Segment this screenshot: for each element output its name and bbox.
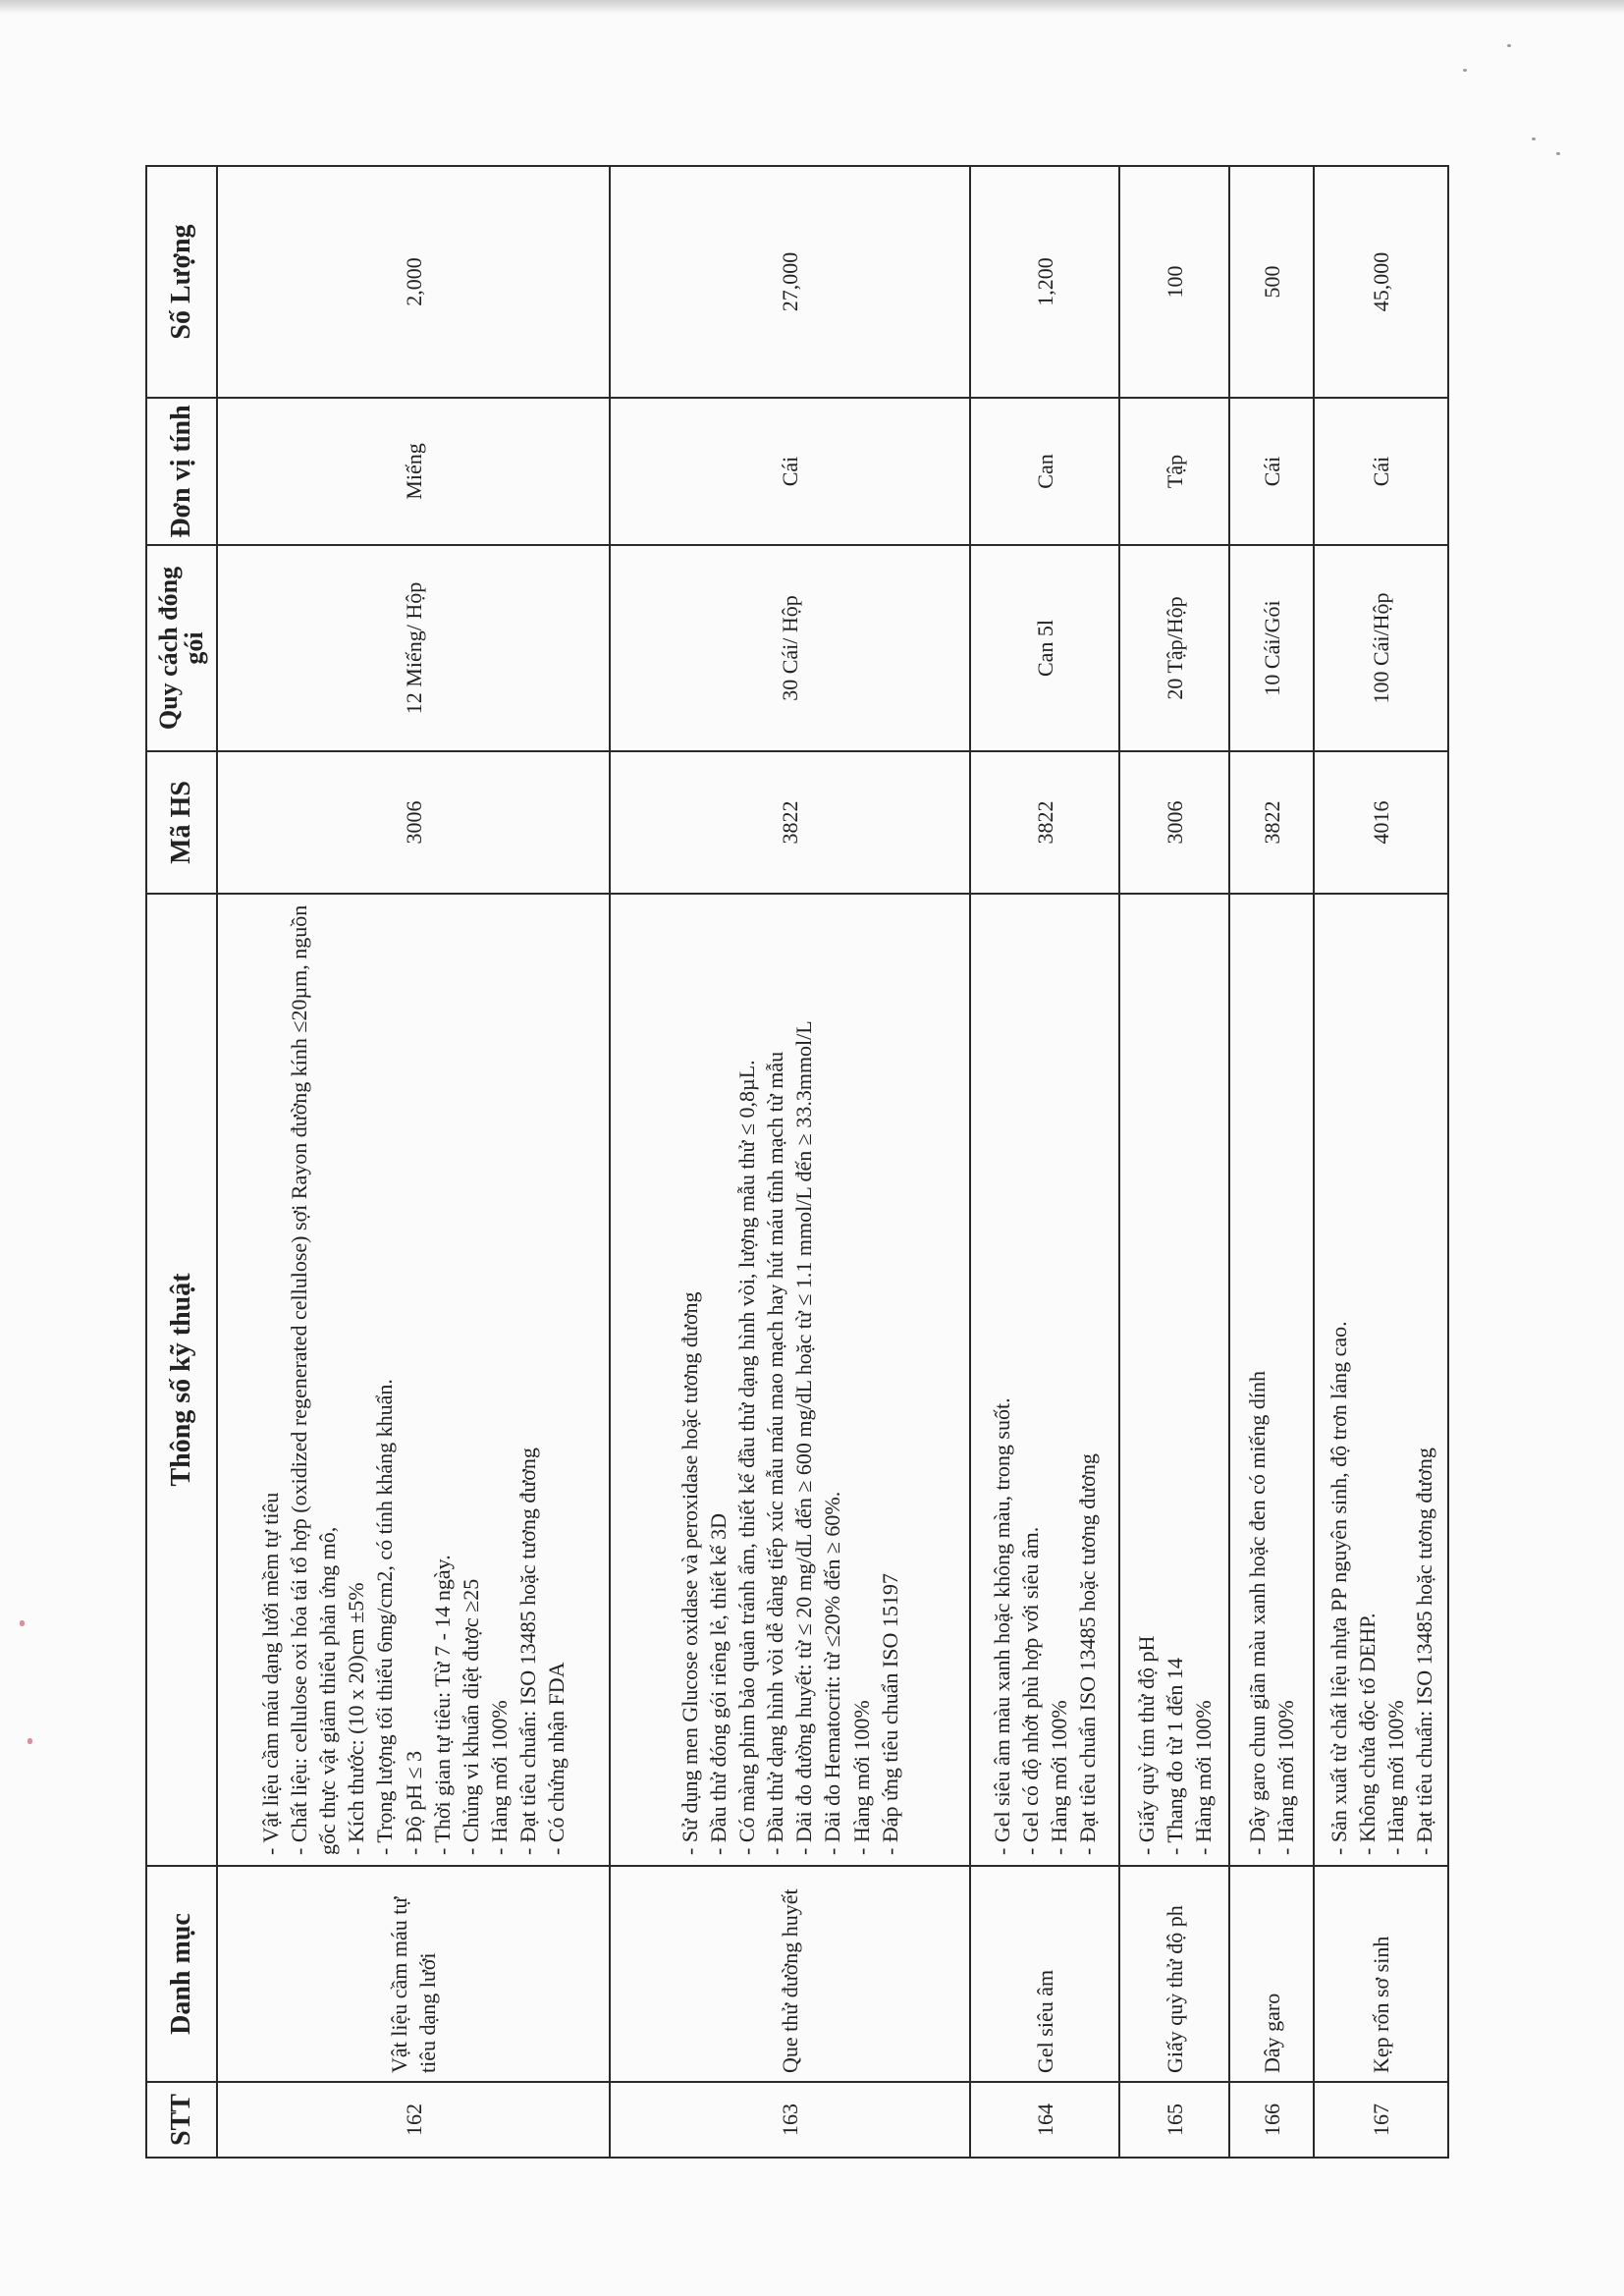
scan-top-shadow bbox=[0, 0, 1624, 14]
cell-stt: 167 bbox=[1314, 2082, 1448, 2158]
spec-line: - Chất liệu: cellulose oxi hóa tái tổ hợp (oxidized regenerated cellulose) sợi Rayon đường kính ≤20µm, nguồn gốc thực vật giảm thiểu phản ứng mô, bbox=[287, 904, 341, 1855]
spec-line: - Gel siêu âm màu xanh hoặc không màu, trong suốt. bbox=[990, 1397, 1014, 1855]
cell-name: Dây garo bbox=[1229, 1866, 1314, 2082]
table-row bbox=[1229, 166, 1314, 2158]
header-thong-so: Thông số kỹ thuật bbox=[146, 894, 217, 1866]
spec-line: - Dải đo Hematocrit: từ ≤20% đến ≥ 60%. bbox=[820, 1491, 845, 1855]
spec-line: - Đạt tiêu chuẩn ISO 13485 hoặc tương đương bbox=[1075, 1453, 1101, 1855]
cell-name: Gel siêu âm bbox=[970, 1866, 1119, 2082]
cell-name: Que thử đường huyết bbox=[610, 1866, 970, 2082]
header-row bbox=[146, 166, 217, 2158]
cell-qty: 2,000 bbox=[217, 166, 610, 398]
cell-unit: Miếng bbox=[217, 398, 610, 545]
table-row bbox=[1119, 166, 1229, 2158]
spec-line: - Có màng phim bảo quản tránh ẩm, thiết kế đầu thử dạng hình vòi, lượng mẫu thử ≤ 0,8µL. bbox=[734, 1060, 760, 1855]
spec-line: - Độ pH ≤ 3 bbox=[401, 1750, 426, 1855]
cell-stt: 163 bbox=[610, 2082, 970, 2158]
cell-hs: 3822 bbox=[610, 751, 970, 894]
scan-mark bbox=[27, 1738, 32, 1744]
header-ma-hs: Mã HS bbox=[146, 751, 217, 894]
cell-qty: 27,000 bbox=[610, 166, 970, 398]
table-row bbox=[1314, 166, 1448, 2158]
spec-line: - Dải đo đường huyết: từ ≤ 20 mg/dL đến ≥ 600 mg/dL hoặc từ ≤ 1.1 mmol/L đến ≥ 33.3mmol/L bbox=[791, 1020, 817, 1855]
cell-stt: 166 bbox=[1229, 2082, 1314, 2158]
spec-line: - Trọng lượng tối thiểu 6mg/cm2, có tính kháng khuẩn. bbox=[372, 1379, 398, 1855]
table-row bbox=[610, 166, 970, 2158]
cell-name: Kẹp rốn sơ sinh bbox=[1314, 1866, 1448, 2082]
cell-stt: 162 bbox=[217, 2082, 610, 2158]
cell-pack: 30 Cái/ Hộp bbox=[610, 545, 970, 751]
cell-specs bbox=[217, 894, 610, 1866]
cell-specs bbox=[1119, 894, 1229, 1866]
rotated-page-content bbox=[145, 167, 1449, 2159]
cell-pack: 10 Cái/Gói bbox=[1229, 545, 1314, 751]
spec-line: - Sản xuất từ chất liệu nhựa PP nguyên sinh, độ trơn láng cao. bbox=[1326, 1321, 1351, 1855]
cell-name: Giấy quỳ thử độ ph bbox=[1119, 1866, 1229, 2082]
cell-pack: 100 Cái/Hộp bbox=[1314, 545, 1448, 751]
header-quy-cach: Quy cách đóng gói bbox=[146, 545, 217, 751]
header-stt: STT bbox=[146, 2082, 217, 2158]
spec-line: - Gel có độ nhớt phù hợp với siêu âm. bbox=[1018, 1526, 1044, 1855]
cell-hs: 4016 bbox=[1314, 751, 1448, 894]
spec-line: - Dây garo chun giãn màu xanh hoặc đen có miếng dính bbox=[1245, 1370, 1271, 1855]
cell-specs bbox=[970, 894, 1119, 1866]
cell-pack: Can 5l bbox=[970, 545, 1119, 751]
spec-line: - Vật liệu cầm máu dạng lưới mềm tự tiêu bbox=[258, 1492, 284, 1855]
spec-line: - Hàng mới 100% bbox=[486, 1700, 512, 1855]
table-row bbox=[970, 166, 1119, 2158]
spec-line: - Thang đo từ 1 đến 14 bbox=[1162, 1658, 1187, 1855]
spec-line: - Hàng mới 100% bbox=[1382, 1700, 1408, 1855]
spec-line: - Giấy quỳ tím thử độ pH bbox=[1133, 1635, 1159, 1855]
cell-hs: 3006 bbox=[217, 751, 610, 894]
cell-unit: Cái bbox=[1229, 398, 1314, 545]
scan-speck bbox=[1507, 44, 1511, 47]
spec-line: - Đáp ứng tiêu chuẩn ISO 15197 bbox=[877, 1573, 902, 1855]
spec-line: - Đầu thử dạng hình vòi dễ dàng tiếp xúc mẫu máu mao mạch hay hút máu tĩnh mạch từ mẫu bbox=[763, 1051, 788, 1855]
cell-qty: 1,200 bbox=[970, 166, 1119, 398]
header-danh-muc: Danh mục bbox=[146, 1866, 217, 2082]
spec-line: - Hàng mới 100% bbox=[848, 1700, 874, 1855]
spec-line: - Có chứng nhận FDA bbox=[543, 1662, 568, 1855]
scan-mark bbox=[20, 1620, 25, 1626]
table-row bbox=[217, 166, 610, 2158]
scan-speck bbox=[1556, 152, 1560, 155]
spec-line: - Không chứa độc tố DEHP. bbox=[1354, 1613, 1380, 1855]
cell-qty: 500 bbox=[1229, 166, 1314, 398]
spec-line: - Hàng mới 100% bbox=[1047, 1700, 1072, 1855]
header-don-vi: Đơn vị tính bbox=[146, 398, 217, 545]
cell-qty: 45,000 bbox=[1314, 166, 1448, 398]
cell-unit: Can bbox=[970, 398, 1119, 545]
spec-line: - Hàng mới 100% bbox=[1273, 1700, 1299, 1855]
cell-pack: 20 Tập/Hộp bbox=[1119, 545, 1229, 751]
cell-unit: Cái bbox=[1314, 398, 1448, 545]
spec-line: - Hàng mới 100% bbox=[1190, 1700, 1216, 1855]
spec-line: - Chủng vi khuẩn diệt được ≥25 bbox=[458, 1578, 483, 1855]
spec-line: - Kích thước: (10 x 20)cm ±5% bbox=[344, 1582, 369, 1855]
cell-unit: Cái bbox=[610, 398, 970, 545]
spec-line: - Đầu thử đóng gói riêng lẻ, thiết kế 3D bbox=[706, 1513, 731, 1855]
cell-hs: 3822 bbox=[970, 751, 1119, 894]
spec-line: - Đạt tiêu chuẩn: ISO 13485 hoặc tương đương bbox=[514, 1448, 540, 1855]
scan-speck bbox=[1463, 69, 1467, 72]
cell-pack: 12 Miếng/ Hộp bbox=[217, 545, 610, 751]
header-so-luong: Số Lượng bbox=[146, 166, 217, 398]
cell-specs bbox=[1229, 894, 1314, 1866]
cell-hs: 3006 bbox=[1119, 751, 1229, 894]
spec-line: - Sử dụng men Glucose oxidase và peroxidase hoặc tương đương bbox=[677, 1291, 703, 1855]
spec-line: - Thời gian tự tiêu: Từ 7 - 14 ngày. bbox=[429, 1555, 455, 1855]
scan-speck bbox=[1532, 137, 1536, 140]
cell-stt: 165 bbox=[1119, 2082, 1229, 2158]
equipment-table bbox=[145, 165, 1449, 2159]
cell-stt: 164 bbox=[970, 2082, 1119, 2158]
cell-hs: 3822 bbox=[1229, 751, 1314, 894]
cell-unit: Tập bbox=[1119, 398, 1229, 545]
cell-qty: 100 bbox=[1119, 166, 1229, 398]
cell-specs bbox=[1314, 894, 1448, 1866]
cell-name: Vật liệu cầm máu tự tiêu dạng lưới bbox=[217, 1866, 610, 2082]
cell-specs bbox=[610, 894, 970, 1866]
spec-line: - Đạt tiêu chuẩn: ISO 13485 hoặc tương đương bbox=[1411, 1448, 1436, 1855]
